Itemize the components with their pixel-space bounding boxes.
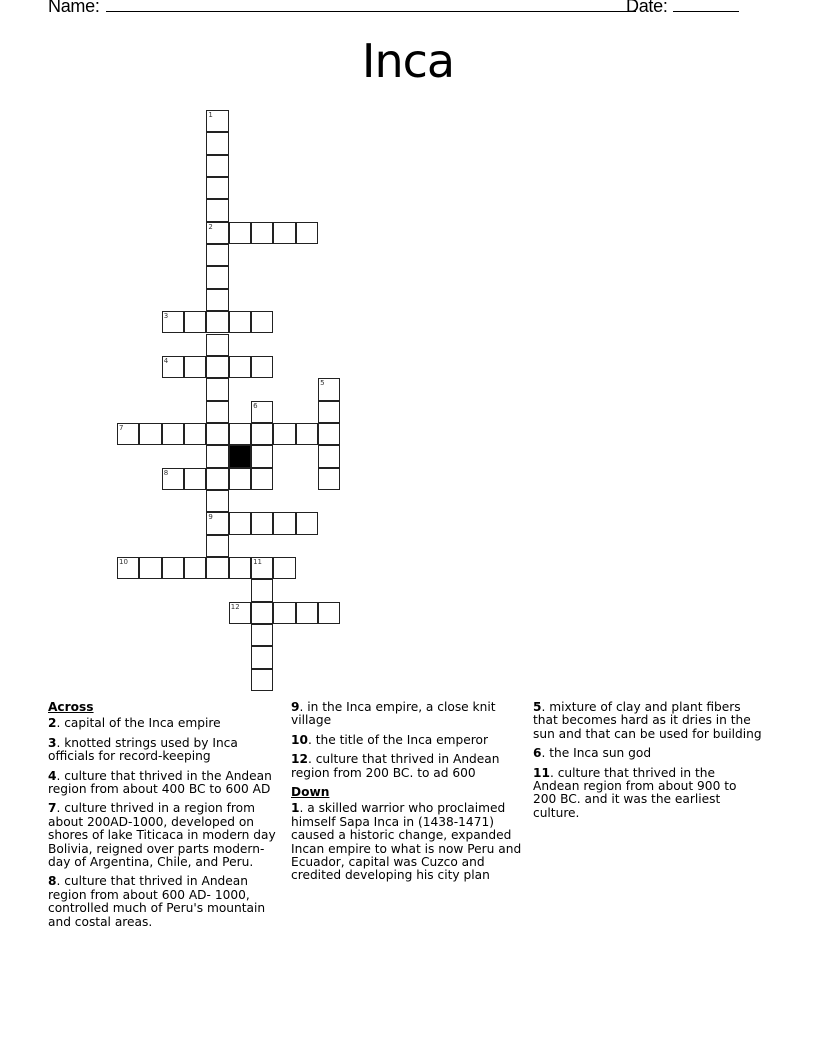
grid-cell[interactable]	[251, 311, 273, 333]
grid-cell[interactable]	[229, 222, 251, 244]
clue-number: 12	[291, 752, 308, 767]
grid-cell[interactable]	[273, 222, 295, 244]
clue-text: culture that thrived in the Andean region from about 900 to 200 BC. and it was the earliest culture.	[533, 765, 737, 820]
grid-cell[interactable]	[206, 535, 228, 557]
grid-cell[interactable]	[206, 289, 228, 311]
grid-cell[interactable]	[273, 423, 295, 445]
clue-across-12: 12. culture that thrived in Andean region from 200 BC. to ad 600	[291, 752, 500, 780]
grid-cell[interactable]	[273, 512, 295, 534]
black-cell	[229, 445, 251, 467]
grid-cell[interactable]	[184, 311, 206, 333]
grid-cell[interactable]	[206, 445, 228, 467]
clue-number: 7	[48, 801, 57, 816]
grid-cell[interactable]	[296, 222, 318, 244]
cell-number: 6	[253, 401, 258, 410]
cell-number: 11	[253, 558, 263, 566]
clue-number: 6	[533, 746, 542, 761]
grid-cell[interactable]	[206, 334, 228, 356]
clue-down-6: 6. the Inca sun god	[533, 746, 652, 761]
grid-cell[interactable]	[162, 468, 184, 490]
grid-cell[interactable]	[206, 199, 228, 221]
grid-cell[interactable]	[318, 401, 340, 423]
clue-across-9: 9. in the Inca empire, a close knit village	[291, 700, 496, 728]
grid-cell[interactable]	[206, 222, 228, 244]
grid-cell[interactable]	[229, 512, 251, 534]
clue-number: 2	[48, 716, 57, 731]
grid-cell[interactable]	[206, 468, 228, 490]
grid-cell[interactable]	[318, 445, 340, 467]
clues-column-1	[48, 701, 284, 935]
grid-cell[interactable]	[184, 468, 206, 490]
grid-cell[interactable]	[206, 244, 228, 266]
grid-cell[interactable]	[273, 557, 295, 579]
date-label: Date:	[626, 0, 668, 16]
grid-cell[interactable]	[117, 557, 139, 579]
grid-cell[interactable]	[251, 669, 273, 691]
grid-cell[interactable]	[251, 445, 273, 467]
cell-number: 5	[320, 379, 325, 388]
clue-across-4: 4. culture that thrived in the Andean region from about 400 BC to 600 AD	[48, 768, 272, 797]
clue-text: mixture of clay and plant fibers that becomes hard as it dries in the sun and that can be used for building	[533, 700, 762, 741]
grid-cell[interactable]	[318, 602, 340, 624]
grid-cell[interactable]	[184, 356, 206, 378]
grid-cell[interactable]	[251, 356, 273, 378]
grid-cell[interactable]	[318, 378, 340, 400]
grid-cell[interactable]	[206, 177, 228, 199]
grid-cell[interactable]	[296, 602, 318, 624]
grid-cell[interactable]	[206, 266, 228, 288]
clue-text: the Inca sun god	[549, 746, 652, 761]
clue-text: culture that thrived in Andean region from about 600 AD- 1000, controlled much of Peru's mountain and costal areas.	[48, 874, 266, 929]
clue-number: 9	[291, 700, 300, 714]
clue-down-5: 5. mixture of clay and plant fibers that becomes hard as it dries in the sun and that can be used for building	[533, 700, 762, 741]
grid-cell[interactable]	[229, 311, 251, 333]
grid-cell[interactable]	[162, 423, 184, 445]
grid-cell[interactable]	[117, 423, 139, 445]
grid-cell[interactable]	[318, 468, 340, 490]
grid-cell[interactable]	[206, 378, 228, 400]
grid-cell[interactable]	[206, 490, 228, 512]
cell-number: 7	[119, 423, 124, 432]
clue-number: 4	[48, 768, 57, 783]
cell-number: 2	[208, 222, 213, 231]
clue-text: knotted strings used by Inca officials for record-keeping	[48, 735, 238, 764]
grid-cell[interactable]	[206, 557, 228, 579]
grid-cell[interactable]	[318, 423, 340, 445]
clue-across-3: 3. knotted strings used by Inca officials for record-keeping	[48, 735, 238, 764]
cell-number: 4	[163, 356, 169, 365]
grid-cell[interactable]	[251, 579, 273, 601]
clue-across-8: 8. culture that thrived in Andean region from about 600 AD- 1000, controlled much of Peru's mountain and costal areas.	[48, 874, 266, 929]
clue-across-7: 7. culture thrived in a region from about 200AD-1000, developed on shores of lake Titicaca in modern day Bolivia, reigned over parts modern-day of Argentina, Chile, and Peru.	[48, 801, 276, 870]
clues-column-3	[533, 701, 763, 826]
clue-across-2: 2. capital of the Inca empire	[48, 716, 221, 731]
clue-number: 5	[533, 700, 542, 714]
grid-cell[interactable]	[162, 557, 184, 579]
grid-cell[interactable]	[251, 401, 273, 423]
grid-cell[interactable]	[251, 557, 273, 579]
clue-text: in the Inca empire, a close knit village	[291, 700, 496, 728]
cell-number: 12	[230, 602, 240, 611]
cell-number: 8	[163, 468, 169, 477]
name-label: Name:	[48, 0, 100, 16]
grid-cell[interactable]	[162, 311, 184, 333]
clue-text: culture thrived in a region from about 200AD-1000, developed on shores of lake Titicaca in modern day Bolivia, reigned over parts modern-day of Argentina, Chile, and Peru.	[48, 801, 276, 870]
grid-cell[interactable]	[206, 155, 228, 177]
clue-text: culture that thrived in Andean region from 200 BC. to ad 600	[291, 752, 500, 780]
clue-down-1: 1. a skilled warrior who proclaimed himself Sapa Inca in (1438-1471) caused a historic change, expanded Incan empire to what is now Peru and Ecuador, capital was Cuzco and credited developing his city plan	[291, 801, 522, 883]
grid-cell[interactable]	[206, 512, 228, 534]
clue-number: 8	[48, 874, 57, 889]
grid-cell[interactable]	[251, 602, 273, 624]
grid-cell[interactable]	[251, 222, 273, 244]
clue-text: a skilled warrior who proclaimed himself Sapa Inca in (1438-1471) caused a historic change, expanded Incan empire to what is now Peru and Ecuador, capital was Cuzco and credited developing his city plan	[291, 801, 522, 883]
grid-cell[interactable]	[206, 110, 228, 132]
clues-column-2	[291, 701, 527, 889]
cell-number: 10	[119, 558, 128, 566]
grid-cell[interactable]	[206, 311, 228, 333]
cell-number: 1	[208, 111, 213, 119]
grid-cell[interactable]	[184, 423, 206, 445]
clue-text: the title of the Inca emperor	[315, 732, 488, 747]
clue-down-11: 11. culture that thrived in the Andean region from about 900 to 200 BC. and it was the earliest culture.	[533, 765, 737, 820]
grid-cell[interactable]	[184, 557, 206, 579]
grid-cell[interactable]	[296, 423, 318, 445]
grid-cell[interactable]	[206, 356, 228, 378]
grid-cell[interactable]	[296, 512, 318, 534]
grid-cell[interactable]	[139, 557, 161, 579]
puzzle-title: Inca	[361, 34, 455, 88]
grid-cell[interactable]	[229, 557, 251, 579]
grid-cell[interactable]	[162, 356, 184, 378]
clue-across-10: 10. the title of the Inca emperor	[291, 732, 488, 747]
grid-cell[interactable]	[206, 401, 228, 423]
grid-cell[interactable]	[139, 423, 161, 445]
grid-cell[interactable]	[206, 423, 228, 445]
grid-cell[interactable]	[251, 624, 273, 646]
grid-cell[interactable]	[206, 132, 228, 154]
across-heading: Across	[48, 700, 94, 714]
clue-number: 10	[291, 732, 308, 747]
grid-cell[interactable]	[229, 423, 251, 445]
grid-cell[interactable]	[251, 646, 273, 668]
cell-number: 9	[208, 513, 213, 522]
clue-number: 3	[48, 735, 57, 750]
grid-cell[interactable]	[251, 423, 273, 445]
grid-cell[interactable]	[229, 602, 251, 624]
grid-cell[interactable]	[273, 602, 295, 624]
down-heading: Down	[291, 785, 330, 800]
grid-cell[interactable]	[251, 468, 273, 490]
clue-text: culture that thrived in the Andean region from about 400 BC to 600 AD	[48, 768, 272, 797]
cell-number: 3	[163, 312, 169, 321]
grid-cell[interactable]	[229, 356, 251, 378]
grid-cell[interactable]	[251, 512, 273, 534]
clue-number: 1	[291, 801, 300, 816]
grid-cell[interactable]	[229, 468, 251, 490]
clue-text: capital of the Inca empire	[64, 716, 221, 731]
clue-number: 11	[533, 765, 550, 780]
